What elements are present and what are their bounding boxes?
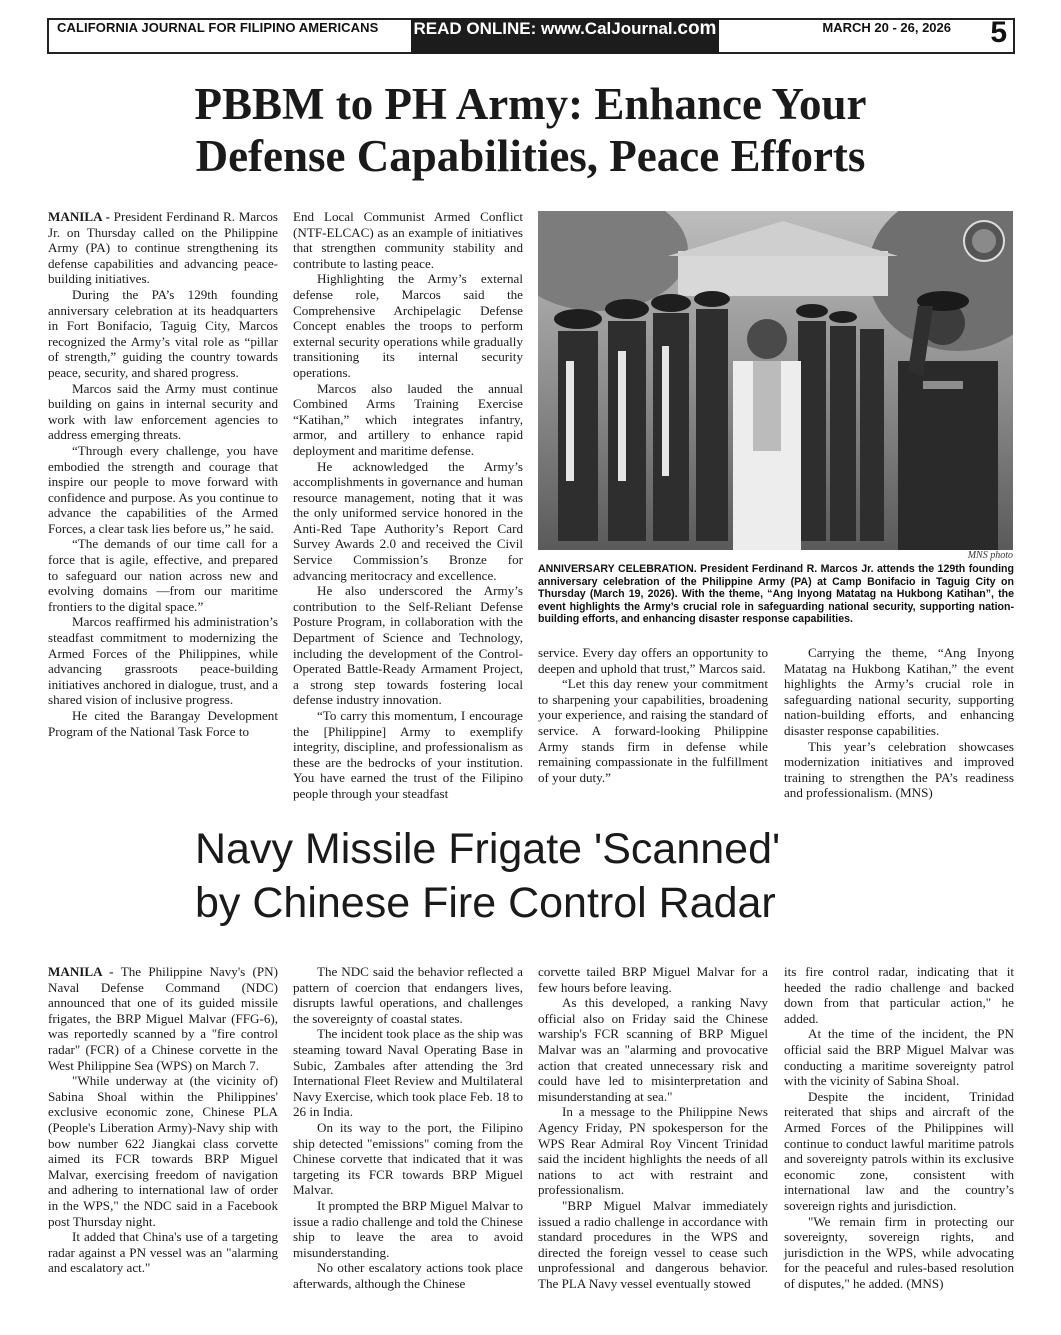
article2-column-1: [48, 964, 278, 1276]
publication-name: CALIFORNIA JOURNAL FOR FILIPINO AMERICANS: [57, 20, 379, 35]
article2-paragraph: corvette tailed BRP Miguel Malvar for a few hours before leaving.: [538, 964, 768, 995]
article2-paragraph: The NDC said the behavior reflected a pattern of coercion that endangers lives, disrupts lawful operations, and challenges the sovereignty of coastal states.: [293, 964, 523, 1026]
article1-paragraph: “To carry this momentum, I encourage the [Philippine] Army to exemplify integrity, discipline, and professionalism as these are the bedrocks of your institution. You have earned the trust of the Filipino people through your steadfast: [293, 708, 523, 801]
article1-paragraph: Marcos reaffirmed his administration’s steadfast commitment to modernizing the Armed Forces of the Philippines, while advancing grassroots peace-building initiatives anchored in dialogue, trust, and a shared vision of inclusive progress.: [48, 614, 278, 708]
article1-paragraph: He acknowledged the Army’s accomplishments in governance and human resource management, noting that it was the only uniformed service honored in the Anti-Red Tape Authority’s Report Card Survey Awards 2.0 and received the Civil Service Commission’s Bronze for advancing meritocracy and excellence.: [293, 458, 523, 583]
article2-paragraph: In a message to the Philippine News Agency Friday, PN spokesperson for the WPS Rear Admiral Roy Vincent Trinidad said the incident highlights the needs of all nations to act with restraint and professionalism.: [538, 1104, 768, 1198]
article1-paragraph: Carrying the theme, “Ang Inyong Matatag na Hukbong Katihan,” the event highlights the Army’s crucial role in safeguarding national security, supporting nation-building efforts, and enhancing disaster response capabilities.: [784, 645, 1014, 738]
article1-dateline: MANILA -: [48, 209, 114, 224]
article2-headline-line1: Navy Missile Frigate 'Scanned': [195, 825, 781, 873]
article2-paragraph: On its way to the port, the Filipino ship detected "emissions" coming from the Chinese corvette that indicated that it was targeting its FCR towards BRP Miguel Malvar.: [293, 1119, 523, 1198]
article1-paragraph: “The demands of our time call for a force that is agile, effective, and prepared to safeguard our nation across new and evolving domains —from our maritime frontiers to the digital space.”: [48, 536, 278, 614]
read-online-banner[interactable]: [411, 18, 719, 54]
article2-paragraph: "BRP Miguel Malvar immediately issued a radio challenge in accordance with standard procedures in the WPS and directed the foreign vessel to cease such unprofessional and dangerous behavior. The PLA Navy vessel eventually stowed: [538, 1197, 768, 1291]
article2-column-2: [293, 964, 523, 1291]
article2-column-4: [784, 964, 1014, 1291]
article2-paragraph: At the time of the incident, the PN official said the BRP Miguel Malvar was conducting a maritime sovereignty patrol with the vicinity of Sabina Shoal.: [784, 1026, 1014, 1089]
article2-paragraph: As this developed, a ranking Navy official also on Friday said the Chinese warship's FCR scanning of BRP Miguel Malvar was an "alarming and provocative action that created unnecessary risk and could have led to misinterpretation and misunderstanding at sea.": [538, 995, 768, 1104]
article1-column-1: [48, 209, 278, 739]
photo-caption: ANNIVERSARY CELEBRATION. President Ferdinand R. Marcos Jr. attends the 129th founding anniversary celebration of the Philippine Army (PA) at Camp Bonifacio in Taguig City on Thursday (March 19, 2026). With the theme, “Ang Inyong Matatag na Hukbong Katihan”, the event highlights the Army’s crucial role in safeguarding national security, supporting nation-building efforts, and enhancing disaster response capabilities.: [538, 563, 1014, 626]
article1-column-4: [784, 645, 1014, 801]
article1-paragraph: “Let this day renew your commitment to sharpening your capabilities, broadening your experience, and raising the standard of service. A forward-looking Philippine Army stands firm in defense while remaining compassionate in the fulfillment of your duty.”: [538, 676, 768, 785]
article2-paragraph: MANILA - The Philippine Navy's (PN) Naval Defense Command (NDC) announced that one of its guided missile frigates, the BRP Miguel Malvar (FFG-6), was reportedly scanned by a "fire control radar" (FCR) of a Chinese corvette in the West Philippine Sea (WPS) on March 7.: [48, 964, 278, 1073]
article1-paragraph: “Through every challenge, you have embodied the strength and courage that inspire our people to move forward with confidence and purpose. As you continue to advance the capabilities of the Armed Forces, a clear task lies before us,” he said.: [48, 442, 278, 536]
article2-paragraph: Despite the incident, Trinidad reiterated that ships and aircraft of the Armed Forces of the Philippines will continue to conduct lawful maritime patrols and sovereignty patrols within its exclusive economic zone, consistent with international law and the country’s sovereign rights and jurisdiction.: [784, 1088, 1014, 1213]
article1-paragraph: Marcos also lauded the annual Combined Arms Training Exercise “Katihan,” which integrates infantry, armor, and artillery to enhance rapid deployment and maritime defense.: [293, 380, 523, 458]
article1-headline-line2: Defense Capabilities, Peace Efforts: [195, 131, 866, 181]
article1-paragraph: This year’s celebration showcases modernization initiatives and improved training to strengthen the PA’s readiness and professionalism. (MNS): [784, 738, 1014, 801]
article2-paragraph: "While underway at (the vicinity of) Sabina Shoal within the Philippines' exclusive economic zone, Chinese PLA (People's Liberation Army)-Navy ship with bow number 622 Jiangkai class corvette aimed its FCR towards BRP Miguel Malvar, exercising freedom of navigation and adhering to international law of order in the WPS," the NDC said in a Facebook post Thursday night.: [48, 1073, 278, 1229]
photo-credit: MNS photo: [967, 550, 1013, 561]
article2-paragraph: its fire control radar, indicating that it heeded the radio challenge and backed down from that particular action," he added.: [784, 964, 1014, 1026]
article1-paragraph: service. Every day offers an opportunity to deepen and uphold that trust,” Marcos said.: [538, 645, 768, 676]
article1-paragraph: MANILA - President Ferdinand R. Marcos Jr. on Thursday called on the Philippine Army (PA) to continue strengthening its defense capabilities and advancing peace-building initiatives.: [48, 209, 278, 287]
article1-paragraph: He also underscored the Army’s contribution to the Self-Reliant Defense Posture Program, in collaboration with the Department of Science and Technology, including the development of the Control-Operated Battle-Ready Armament Project, a strong step towards fostering local defense industry innovation.: [293, 583, 523, 708]
masthead: [47, 18, 1015, 54]
site-tld[interactable]: com: [677, 18, 717, 39]
read-online-label: READ ONLINE:: [413, 19, 542, 38]
article1-column-2: [293, 209, 523, 802]
article1-paragraph: Highlighting the Army’s external defense role, Marcos said the Comprehensive Archipelagic Defense Concept enables the troops to perform external security operations while gradually transitioning its internal security operations.: [293, 271, 523, 380]
article2-paragraph: No other escalatory actions took place afterwards, although the Chinese: [293, 1260, 523, 1291]
article2-paragraph: It prompted the BRP Miguel Malvar to issue a radio challenge and told the Chinese ship to leave the area to avoid misunderstanding.: [293, 1197, 523, 1260]
article1-headline-line1: PBBM to PH Army: Enhance Your: [194, 79, 867, 129]
article2-headline-line2: by Chinese Fire Control Radar: [195, 879, 776, 927]
article1-paragraph: End Local Communist Armed Conflict (NTF-ELCAC) as an example of initiatives that strengthen community stability and contribute to lasting peace.: [293, 209, 523, 271]
article2-dateline: MANILA -: [48, 964, 121, 979]
article2-paragraph: It added that China's use of a targeting radar against a PN vessel was an "alarming and escalatory act.": [48, 1229, 278, 1276]
issue-date: MARCH 20 - 26, 2026: [822, 20, 951, 35]
article2-paragraph: The incident took place as the ship was steaming toward Naval Operating Base in Subic, Zambales after attending the 3rd International Fleet Review and Multilateral Navy Exercise, which took place Feb. 18 to 26 in India.: [293, 1026, 523, 1120]
article1-paragraph: During the PA’s 129th founding anniversary celebration at its headquarters in Fort Bonifacio, Taguig City, Marcos recognized the Army’s vital role as “pillar of strength,” guiding the country towards peace, security, and shared progress.: [48, 286, 278, 380]
site-url[interactable]: www.CalJournal.: [541, 19, 678, 38]
article2-column-3: [538, 964, 768, 1291]
article1-paragraph: He cited the Barangay Development Program of the National Task Force to: [48, 708, 278, 739]
army-ceremony-photo: [538, 211, 1013, 550]
article2-paragraph: "We remain firm in protecting our sovereignty, sovereign rights, and jurisdiction in the WPS, while advocating for the peaceful and rules-based resolution of disputes," he added. (MNS): [784, 1213, 1014, 1291]
page-number: 5: [990, 16, 1007, 49]
article1-column-3: [538, 645, 768, 785]
article1-paragraph: Marcos said the Army must continue building on gains in internal security and work with law enforcement agencies to address emerging threats.: [48, 380, 278, 443]
